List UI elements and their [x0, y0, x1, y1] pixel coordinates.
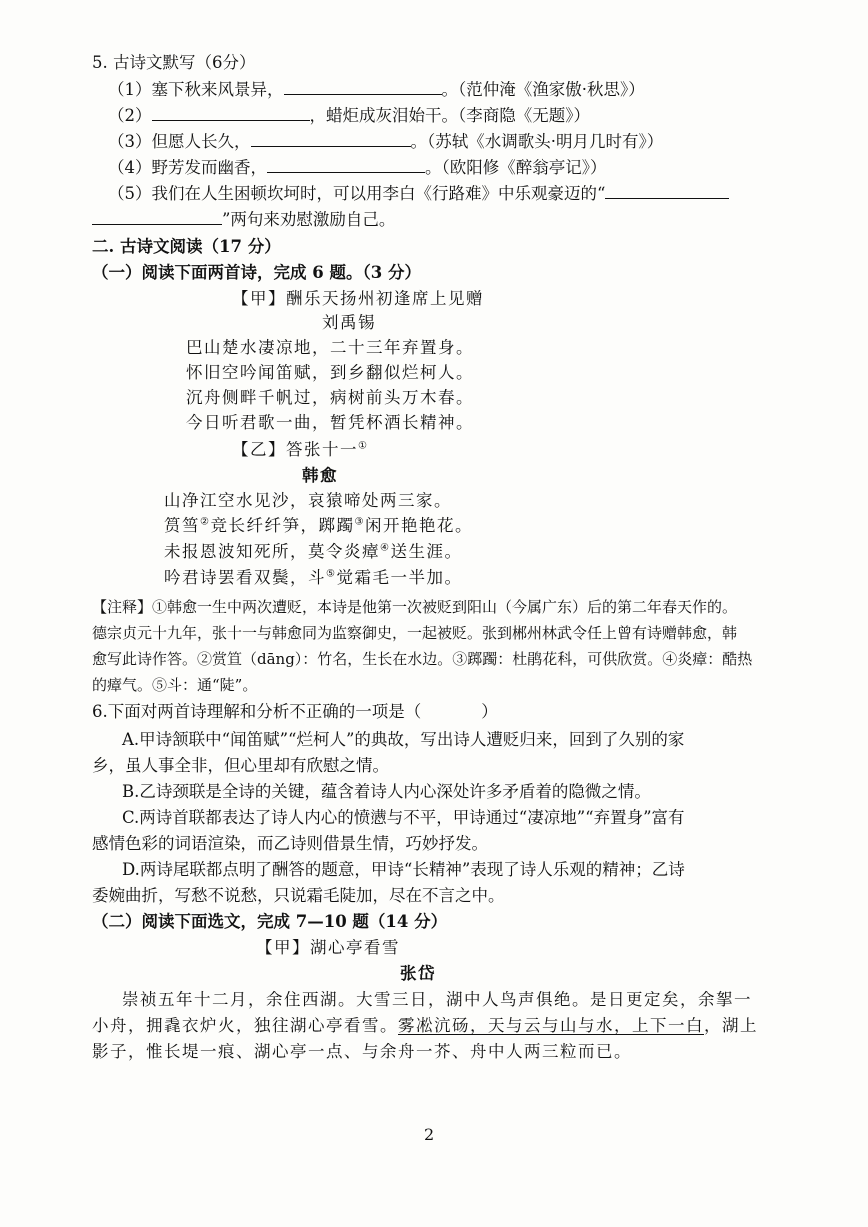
prose-a-line-2: 小舟，拥毳衣炉火，独往湖心亭看雪。雾凇沆砀，天与云与山与水，上下一白，湖上 — [92, 1016, 758, 1035]
note-line-2: 德宗贞元十九年，张十一与韩愈同为监察御史，一起被贬。张到郴州林武令任上曾有诗赠韩愈，韩 — [92, 624, 738, 642]
poem-a-line-2: 怀旧空吟闻笛赋，到乡翻似烂柯人。 — [186, 363, 474, 382]
prose-a-title: 【甲】湖心亭看雪 — [256, 938, 400, 957]
q5-item-1-pre: （1）塞下秋来风景异， — [108, 80, 284, 99]
answer-blank[interactable] — [284, 78, 442, 95]
q5-item-4 — [108, 156, 607, 179]
prose-a-line-1: 崇祯五年十二月，余住西湖。大雪三日，湖中人鸟声俱绝。是日更定矣，余挐一 — [122, 990, 752, 1009]
q5-item-2 — [108, 104, 590, 127]
q5-item-5-pre: （5）我们在人生困顿坎坷时，可以用李白《行路难》中乐观豪迈的“ — [108, 184, 606, 203]
q6-option-a-2: 乡，虽人事全非，但心里却有欣慰之情。 — [92, 756, 389, 775]
poem-a-title: 【甲】酬乐天扬州初逢席上见赠 — [232, 289, 484, 308]
q5-item-4-post: 。（欧阳修《醉翁亭记》） — [425, 158, 607, 177]
q6-option-d-1: D.两诗尾联都点明了酬答的题意，甲诗“长精神”表现了诗人乐观的精神；乙诗 — [122, 860, 685, 879]
poem-a-line-1: 巴山楚水凄凉地，二十三年弃置身。 — [186, 338, 474, 357]
q5-item-3-pre: （3）但愿人长久， — [108, 132, 251, 151]
q6-option-d-2: 委婉曲折，写愁不说愁，只说霜毛陡加，尽在不言之中。 — [92, 886, 505, 905]
section-title: 二. 古诗文阅读（17 分） — [92, 237, 281, 256]
answer-blank[interactable] — [152, 104, 310, 121]
poem-b-author: 韩愈 — [302, 466, 338, 485]
q6-option-c-2: 感情色彩的词语渲染，而乙诗则借景生情，巧妙抒发。 — [92, 834, 488, 853]
q5-item-5-cont — [92, 208, 395, 231]
q5-item-1 — [108, 78, 645, 101]
q5-item-5-post: ”两句来劝慰激励自己。 — [222, 210, 396, 229]
answer-blank[interactable] — [251, 130, 411, 147]
q6-option-b: B.乙诗颈联是全诗的关键，蕴含着诗人内心深处许多矛盾着的隐微之情。 — [122, 782, 651, 801]
q5-item-2-pre: （2） — [108, 106, 152, 125]
note-line-4: 的瘴气。⑤斗：通“陡”。 — [92, 676, 258, 694]
poem-b-title: 【乙】答张十一① — [232, 440, 369, 459]
note-line-3: 愈写此诗作答。②赏笪（dāng）：竹名，生长在水边。③踯躅：杜鹃花科，可供欣赏。④炎瘴：酷热 — [92, 650, 753, 668]
q6-stem: 6.下面对两首诗理解和分析不正确的一项是（ ） — [92, 702, 498, 721]
poem-b-line-1: 山净江空水见沙，哀猿啼处两三家。 — [164, 491, 452, 510]
poem-a-line-4: 今日听君歌一曲，暂凭杯酒长精神。 — [186, 413, 474, 432]
answer-blank[interactable] — [605, 182, 729, 199]
page-number: 2 — [424, 1125, 435, 1144]
q5-item-4-pre: （4）野芳发而幽香， — [108, 158, 267, 177]
prose-a-author: 张岱 — [400, 964, 436, 983]
poem-b-line-3: 未报恩波知死所，莫令炎瘴④送生涯。 — [164, 542, 463, 561]
poem-b-line-2: 筼筜②竞长纤纤笋，踯躅③闲开艳艳花。 — [164, 516, 473, 535]
q6-option-a-1: A.甲诗颔联中“闻笛赋”“烂柯人”的典故，写出诗人遭贬归来，回到了久别的家 — [122, 730, 685, 749]
q5-item-3-post: 。（苏轼《水调歌头·明月几时有》） — [410, 132, 664, 151]
part1-title: （一）阅读下面两首诗，完成 6 题。（3 分） — [92, 263, 421, 282]
q5-title: 5. 古诗文默写（6分） — [92, 53, 256, 72]
answer-blank[interactable] — [92, 208, 222, 225]
prose-a-line-3: 影子，惟长堤一痕、湖心亭一点、与余舟一芥、舟中人两三粒而已。 — [92, 1042, 632, 1061]
q6-option-c-1: C.两诗首联都表达了诗人内心的愤懑与不平，甲诗通过“凄凉地”“弃置身”富有 — [122, 808, 685, 827]
q5-item-1-post: 。（范仲淹《渔家傲·秋思》） — [441, 80, 645, 99]
underlined-sentence: 雾凇沆砀，天与云与山与水，上下一白 — [398, 1016, 704, 1035]
q5-item-3 — [108, 130, 663, 153]
part2-title: （二）阅读下面选文，完成 7—10 题（14 分） — [92, 912, 448, 931]
poem-b-line-4: 吟君诗罢看双鬓，斗⑤觉霜毛一半加。 — [164, 568, 463, 587]
q5-item-2-post: ，蜡炬成灰泪始干。（李商隐《无题》） — [309, 106, 590, 125]
answer-blank[interactable] — [267, 156, 425, 173]
poem-a-line-3: 沉舟侧畔千帆过，病树前头万木春。 — [186, 388, 474, 407]
note-line-1: 【注释】①韩愈一生中两次遭贬，本诗是他第一次被贬到阳山（今属广东）后的第二年春天作的。 — [92, 598, 738, 616]
poem-a-author: 刘禹锡 — [322, 313, 376, 332]
q5-item-5 — [108, 182, 729, 205]
